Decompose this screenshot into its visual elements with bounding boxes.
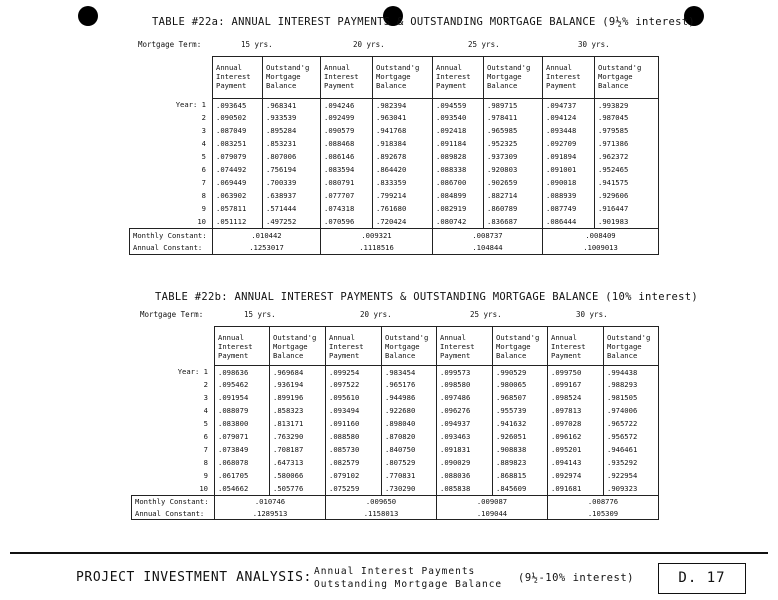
outstanding-balance-cell: .963041: [373, 112, 433, 125]
year-cell: 6: [203, 432, 208, 442]
annual-interest-cell: .088338: [433, 164, 484, 177]
annual-interest-cell: .069449: [213, 177, 263, 190]
outstanding-balance-cell: .941575: [595, 177, 659, 190]
footer-subtitle-line1: Annual Interest Payments: [314, 566, 476, 577]
monthly-constant-row: [130, 229, 659, 242]
term-30: 30 yrs.: [576, 310, 608, 319]
outstanding-balance-cell: .882714: [484, 190, 543, 203]
annual-constant-25: .104844: [433, 242, 543, 255]
annual-interest-cell: .093448: [543, 125, 595, 138]
col-header-annual-interest: Annual Interest Payment: [213, 57, 263, 99]
outstanding-balance-cell: .892678: [373, 151, 433, 164]
outstanding-balance-cell: .936194: [270, 379, 326, 392]
year-cell: 7: [203, 445, 208, 455]
col-header-outstanding-balance: Outstand'g Mortgage Balance: [595, 57, 659, 99]
year-cell: 9: [203, 471, 208, 481]
outstanding-balance-cell: .902659: [484, 177, 543, 190]
term-25: 25 yrs.: [470, 310, 502, 319]
outstanding-balance-cell: .988293: [604, 379, 659, 392]
outstanding-balance-cell: .969684: [270, 366, 326, 379]
annual-interest-cell: .079079: [213, 151, 263, 164]
table-a-title: TABLE #22a: ANNUAL INTEREST PAYMENTS & OUTSTANDING MORTGAGE BALANCE (9½% interest): [152, 16, 695, 28]
annual-interest-cell: .088079: [215, 405, 270, 418]
annual-interest-cell: .070596: [321, 216, 373, 229]
term-25: 25 yrs.: [468, 40, 500, 49]
annual-constant-30: .105309: [548, 508, 659, 520]
outstanding-balance-cell: .922680: [382, 405, 437, 418]
col-header-outstanding-balance: Outstand'g Mortgage Balance: [604, 327, 659, 366]
annual-interest-cell: .074318: [321, 203, 373, 216]
table-row: [130, 151, 659, 164]
annual-interest-cell: .091681: [548, 483, 604, 496]
annual-interest-cell: .085730: [326, 444, 382, 457]
outstanding-balance-cell: .700339: [263, 177, 321, 190]
col-header-annual-interest: Annual Interest Payment: [548, 327, 604, 366]
col-header-annual-interest: Annual Interest Payment: [543, 57, 595, 99]
annual-constant-20: .1158013: [326, 508, 437, 520]
outstanding-balance-cell: .979585: [595, 125, 659, 138]
year-cell: Year: 1: [175, 100, 206, 110]
annual-interest-cell: .091894: [543, 151, 595, 164]
term-30: 30 yrs.: [578, 40, 610, 49]
outstanding-balance-cell: .638937: [263, 190, 321, 203]
year-cell: 10: [197, 217, 206, 227]
outstanding-balance-cell: .761680: [373, 203, 433, 216]
annual-interest-cell: .091160: [326, 418, 382, 431]
footer-project-title: PROJECT INVESTMENT ANALYSIS:: [76, 570, 312, 585]
year-cell: 8: [201, 191, 206, 201]
outstanding-balance-cell: .909323: [604, 483, 659, 496]
outstanding-balance-cell: .647313: [270, 457, 326, 470]
monthly-constant-15: .010746: [215, 496, 326, 508]
outstanding-balance-cell: .993829: [595, 99, 659, 112]
annual-interest-cell: .092418: [433, 125, 484, 138]
annual-interest-cell: .086700: [433, 177, 484, 190]
monthly-constant-label: Monthly Constant:: [130, 229, 213, 242]
annual-interest-cell: .080742: [433, 216, 484, 229]
annual-interest-cell: .099573: [437, 366, 493, 379]
col-header-annual-interest: Annual Interest Payment: [437, 327, 493, 366]
year-cell: 5: [201, 152, 206, 162]
annual-interest-cell: .091001: [543, 164, 595, 177]
table-row: [132, 431, 659, 444]
outstanding-balance-cell: .840750: [382, 444, 437, 457]
annual-interest-cell: .088468: [321, 138, 373, 151]
annual-constant-15: .1253017: [213, 242, 321, 255]
annual-interest-cell: .094143: [548, 457, 604, 470]
annual-constant-row: [130, 242, 659, 255]
outstanding-balance-cell: .983454: [382, 366, 437, 379]
annual-interest-cell: .093463: [437, 431, 493, 444]
year-cell: 4: [203, 406, 208, 416]
outstanding-balance-cell: .933539: [263, 112, 321, 125]
mortgage-table-b: [131, 326, 659, 520]
annual-interest-cell: .094246: [321, 99, 373, 112]
outstanding-balance-cell: .505776: [270, 483, 326, 496]
table-row: [132, 392, 659, 405]
outstanding-balance-cell: .720424: [373, 216, 433, 229]
annual-interest-cell: .091184: [433, 138, 484, 151]
annual-interest-cell: .079071: [215, 431, 270, 444]
monthly-constant-25: .008737: [433, 229, 543, 242]
col-header-annual-interest: Annual Interest Payment: [321, 57, 373, 99]
table-row: [132, 483, 659, 496]
outstanding-balance-cell: .965722: [604, 418, 659, 431]
outstanding-balance-cell: .937309: [484, 151, 543, 164]
monthly-constant-label: Monthly Constant:: [132, 496, 215, 508]
annual-interest-cell: .084899: [433, 190, 484, 203]
outstanding-balance-cell: .833359: [373, 177, 433, 190]
annual-interest-cell: .094124: [543, 112, 595, 125]
term-label: Mortgage Term:: [138, 40, 202, 49]
annual-interest-cell: .085838: [437, 483, 493, 496]
year-cell: 8: [203, 458, 208, 468]
annual-interest-cell: .095610: [326, 392, 382, 405]
annual-interest-cell: .087749: [543, 203, 595, 216]
outstanding-balance-cell: .920803: [484, 164, 543, 177]
outstanding-balance-cell: .868815: [493, 470, 548, 483]
table-row: [132, 366, 659, 379]
annual-interest-cell: .090018: [543, 177, 595, 190]
annual-interest-cell: .082919: [433, 203, 484, 216]
annual-interest-cell: .093540: [433, 112, 484, 125]
col-header-annual-interest: Annual Interest Payment: [326, 327, 382, 366]
table-row: [130, 112, 659, 125]
outstanding-balance-cell: .929606: [595, 190, 659, 203]
annual-interest-cell: .094559: [433, 99, 484, 112]
footer-interest-rate: (9½-10% interest): [518, 572, 634, 584]
outstanding-balance-cell: .497252: [263, 216, 321, 229]
outstanding-balance-cell: .898040: [382, 418, 437, 431]
annual-interest-cell: .093494: [326, 405, 382, 418]
outstanding-balance-cell: .941632: [493, 418, 548, 431]
outstanding-balance-cell: .978411: [484, 112, 543, 125]
annual-interest-cell: .097486: [437, 392, 493, 405]
outstanding-balance-cell: .889823: [493, 457, 548, 470]
outstanding-balance-cell: .989715: [484, 99, 543, 112]
col-header-outstanding-balance: Outstand'g Mortgage Balance: [484, 57, 543, 99]
footer-divider: [10, 552, 768, 554]
annual-interest-cell: .088580: [326, 431, 382, 444]
outstanding-balance-cell: .952325: [484, 138, 543, 151]
outstanding-balance-cell: .971386: [595, 138, 659, 151]
annual-interest-cell: .095462: [215, 379, 270, 392]
table-row: [130, 164, 659, 177]
outstanding-balance-cell: .836687: [484, 216, 543, 229]
outstanding-balance-cell: .858323: [270, 405, 326, 418]
year-cell: 10: [199, 484, 208, 494]
outstanding-balance-cell: .870820: [382, 431, 437, 444]
annual-interest-cell: .051112: [213, 216, 263, 229]
footer-subtitle-line2: Outstanding Mortgage Balance: [314, 579, 503, 590]
monthly-constant-20: .009321: [321, 229, 433, 242]
outstanding-balance-cell: .956572: [604, 431, 659, 444]
annual-interest-cell: .068078: [215, 457, 270, 470]
term-15: 15 yrs.: [241, 40, 273, 49]
outstanding-balance-cell: .756194: [263, 164, 321, 177]
header-corner: [132, 327, 215, 366]
col-header-annual-interest: Annual Interest Payment: [433, 57, 484, 99]
outstanding-balance-cell: .955739: [493, 405, 548, 418]
outstanding-balance-cell: .813171: [270, 418, 326, 431]
annual-constant-row: [132, 508, 659, 520]
outstanding-balance-cell: .580066: [270, 470, 326, 483]
outstanding-balance-cell: .864420: [373, 164, 433, 177]
annual-interest-cell: .095201: [548, 444, 604, 457]
table-row: [130, 138, 659, 151]
annual-interest-cell: .086146: [321, 151, 373, 164]
annual-interest-cell: .094937: [437, 418, 493, 431]
annual-constant-20: .1118516: [321, 242, 433, 255]
annual-interest-cell: .080791: [321, 177, 373, 190]
outstanding-balance-cell: .968341: [263, 99, 321, 112]
annual-interest-cell: .057811: [213, 203, 263, 216]
table-b-title: TABLE #22b: ANNUAL INTEREST PAYMENTS & OUTSTANDING MORTGAGE BALANCE (10% interest): [155, 291, 698, 303]
annual-interest-cell: .082579: [326, 457, 382, 470]
annual-interest-cell: .092974: [548, 470, 604, 483]
outstanding-balance-cell: .962372: [595, 151, 659, 164]
outstanding-balance-cell: .952465: [595, 164, 659, 177]
table-row: [132, 405, 659, 418]
table-row: [132, 379, 659, 392]
table-row: [132, 444, 659, 457]
annual-interest-cell: .088036: [437, 470, 493, 483]
outstanding-balance-cell: .922954: [604, 470, 659, 483]
annual-constant-25: .109044: [437, 508, 548, 520]
page-number-box: D. 17: [658, 563, 746, 594]
term-20: 20 yrs.: [360, 310, 392, 319]
year-cell: 5: [203, 419, 208, 429]
outstanding-balance-cell: .981505: [604, 392, 659, 405]
outstanding-balance-cell: .845609: [493, 483, 548, 496]
annual-interest-cell: .091831: [437, 444, 493, 457]
annual-interest-cell: .090029: [437, 457, 493, 470]
outstanding-balance-cell: .926051: [493, 431, 548, 444]
annual-interest-cell: .097813: [548, 405, 604, 418]
monthly-constant-30: .008409: [543, 229, 659, 242]
year-cell: 6: [201, 165, 206, 175]
monthly-constant-row: [132, 496, 659, 508]
annual-interest-cell: .083800: [215, 418, 270, 431]
annual-interest-cell: .073849: [215, 444, 270, 457]
annual-interest-cell: .079102: [326, 470, 382, 483]
outstanding-balance-cell: .935292: [604, 457, 659, 470]
outstanding-balance-cell: .968507: [493, 392, 548, 405]
table-row: [132, 470, 659, 483]
annual-constant-15: .1289513: [215, 508, 326, 520]
term-20: 20 yrs.: [353, 40, 385, 49]
annual-constant-30: .1009013: [543, 242, 659, 255]
col-header-outstanding-balance: Outstand'g Mortgage Balance: [382, 327, 437, 366]
term-15: 15 yrs.: [244, 310, 276, 319]
outstanding-balance-cell: .987045: [595, 112, 659, 125]
annual-interest-cell: .096162: [548, 431, 604, 444]
table-row: [130, 125, 659, 138]
year-cell: 9: [201, 204, 206, 214]
annual-interest-cell: .074492: [213, 164, 263, 177]
table-row: [130, 99, 659, 112]
outstanding-balance-cell: .901983: [595, 216, 659, 229]
annual-interest-cell: .090579: [321, 125, 373, 138]
year-cell: Year: 1: [177, 367, 208, 377]
annual-interest-cell: .098580: [437, 379, 493, 392]
annual-interest-cell: .097522: [326, 379, 382, 392]
outstanding-balance-cell: .899196: [270, 392, 326, 405]
annual-interest-cell: .099750: [548, 366, 604, 379]
col-header-outstanding-balance: Outstand'g Mortgage Balance: [373, 57, 433, 99]
annual-interest-cell: .061705: [215, 470, 270, 483]
outstanding-balance-cell: .965985: [484, 125, 543, 138]
outstanding-balance-cell: .916447: [595, 203, 659, 216]
outstanding-balance-cell: .965176: [382, 379, 437, 392]
year-cell: 3: [201, 126, 206, 136]
annual-interest-cell: .089828: [433, 151, 484, 164]
binder-hole-left: [78, 6, 98, 26]
col-header-outstanding-balance: Outstand'g Mortgage Balance: [493, 327, 548, 366]
outstanding-balance-cell: .807529: [382, 457, 437, 470]
annual-interest-cell: .083594: [321, 164, 373, 177]
outstanding-balance-cell: .860789: [484, 203, 543, 216]
outstanding-balance-cell: .895284: [263, 125, 321, 138]
outstanding-balance-cell: .571444: [263, 203, 321, 216]
table-row: [130, 177, 659, 190]
annual-interest-cell: .075259: [326, 483, 382, 496]
table-a-term-row: [0, 40, 778, 50]
table-row: [130, 190, 659, 203]
col-header-annual-interest: Annual Interest Payment: [215, 327, 270, 366]
annual-interest-cell: .054662: [215, 483, 270, 496]
outstanding-balance-cell: .807006: [263, 151, 321, 164]
annual-interest-cell: .098636: [215, 366, 270, 379]
annual-interest-cell: .087049: [213, 125, 263, 138]
outstanding-balance-cell: .990529: [493, 366, 548, 379]
outstanding-balance-cell: .980065: [493, 379, 548, 392]
annual-interest-cell: .099254: [326, 366, 382, 379]
annual-interest-cell: .088939: [543, 190, 595, 203]
annual-interest-cell: .092499: [321, 112, 373, 125]
monthly-constant-20: .009650: [326, 496, 437, 508]
annual-interest-cell: .090502: [213, 112, 263, 125]
table-row: [132, 457, 659, 470]
outstanding-balance-cell: .708187: [270, 444, 326, 457]
annual-interest-cell: .096276: [437, 405, 493, 418]
year-cell: 2: [201, 113, 206, 123]
outstanding-balance-cell: .918384: [373, 138, 433, 151]
table-row: [130, 216, 659, 229]
monthly-constant-25: .009087: [437, 496, 548, 508]
outstanding-balance-cell: .908838: [493, 444, 548, 457]
annual-interest-cell: .093645: [213, 99, 263, 112]
outstanding-balance-cell: .770831: [382, 470, 437, 483]
annual-interest-cell: .091954: [215, 392, 270, 405]
mortgage-table-a: [129, 56, 659, 255]
annual-interest-cell: .077707: [321, 190, 373, 203]
annual-interest-cell: .098524: [548, 392, 604, 405]
outstanding-balance-cell: .994438: [604, 366, 659, 379]
year-cell: 3: [203, 393, 208, 403]
outstanding-balance-cell: .982394: [373, 99, 433, 112]
monthly-constant-15: .010442: [213, 229, 321, 242]
annual-interest-cell: .086444: [543, 216, 595, 229]
monthly-constant-30: .008776: [548, 496, 659, 508]
outstanding-balance-cell: .944986: [382, 392, 437, 405]
year-cell: 2: [203, 380, 208, 390]
table-b-term-row: [0, 310, 778, 320]
outstanding-balance-cell: .974006: [604, 405, 659, 418]
annual-constant-label: Annual Constant:: [130, 242, 213, 255]
annual-constant-label: Annual Constant:: [132, 508, 215, 520]
header-corner: [130, 57, 213, 99]
outstanding-balance-cell: .946461: [604, 444, 659, 457]
outstanding-balance-cell: .799214: [373, 190, 433, 203]
annual-interest-cell: .097028: [548, 418, 604, 431]
annual-interest-cell: .063902: [213, 190, 263, 203]
outstanding-balance-cell: .853231: [263, 138, 321, 151]
annual-interest-cell: .099167: [548, 379, 604, 392]
col-header-outstanding-balance: Outstand'g Mortgage Balance: [263, 57, 321, 99]
outstanding-balance-cell: .730290: [382, 483, 437, 496]
year-cell: 7: [201, 178, 206, 188]
term-label: Mortgage Term:: [140, 310, 204, 319]
col-header-outstanding-balance: Outstand'g Mortgage Balance: [270, 327, 326, 366]
annual-interest-cell: .092709: [543, 138, 595, 151]
outstanding-balance-cell: .763290: [270, 431, 326, 444]
annual-interest-cell: .094737: [543, 99, 595, 112]
table-row: [132, 418, 659, 431]
year-cell: 4: [201, 139, 206, 149]
outstanding-balance-cell: .941768: [373, 125, 433, 138]
annual-interest-cell: .083251: [213, 138, 263, 151]
table-row: [130, 203, 659, 216]
